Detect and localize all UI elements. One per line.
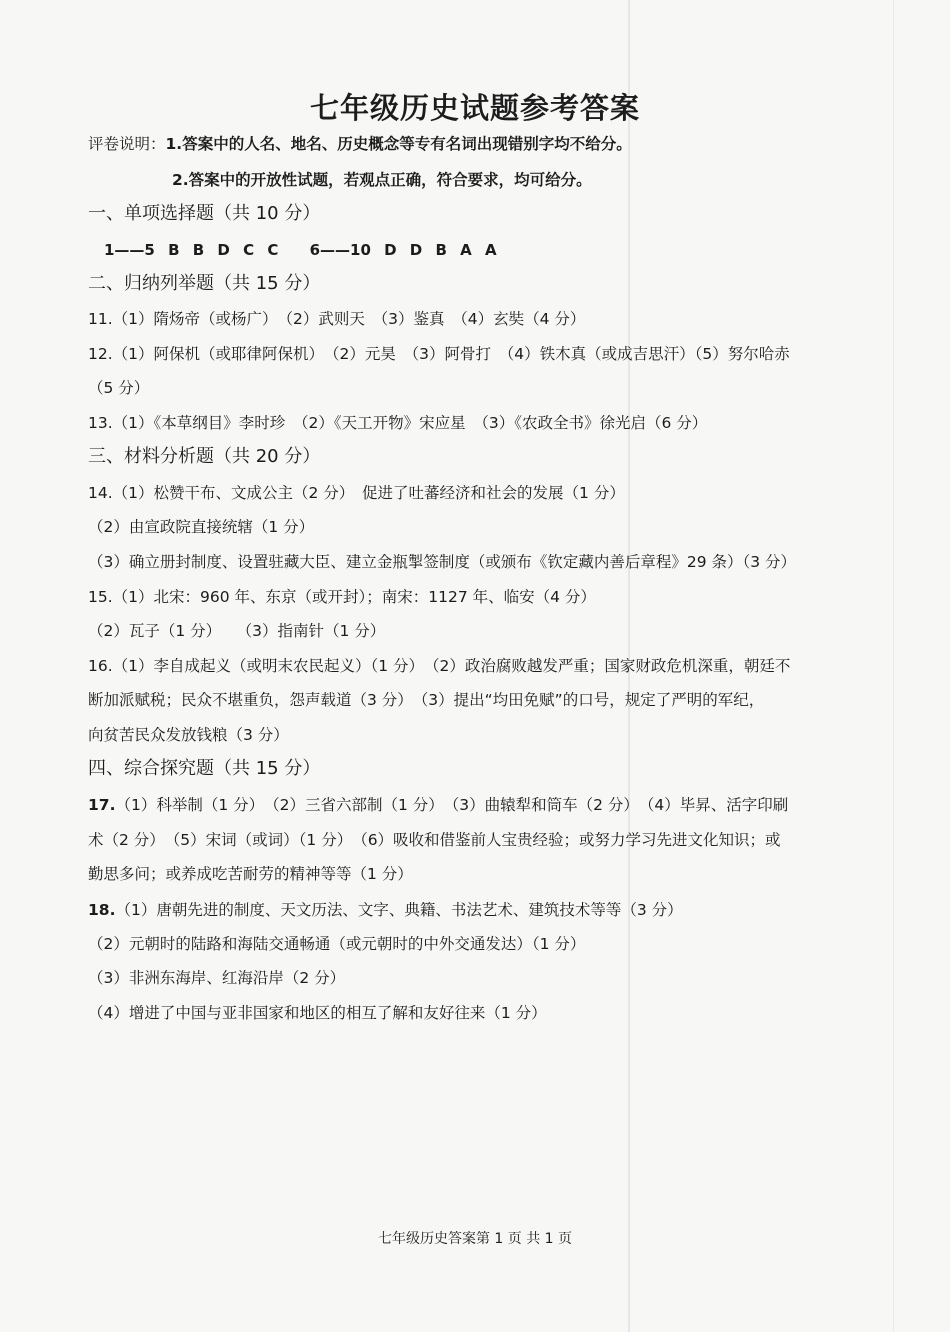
answer-14-line-2: （2）由宣政院直接统辖（1 分）	[88, 518, 315, 536]
grading-note-1	[88, 134, 632, 154]
answer-17-line-3: 勤思多问；或养成吃苦耐劳的精神等等（1 分）	[88, 865, 413, 883]
section-heading-analysis: 三、材料分析题（共 20 分）	[88, 446, 321, 467]
answer-18-line-2: （2）元朝时的陆路和海陆交通畅通（或元朝时的中外交通发达）（1 分）	[88, 935, 586, 953]
choice-answers	[104, 241, 505, 259]
answer-15-line-1: 15.（1）北宋：960 年、东京（或开封）；南宋：1127 年、临安（4 分）	[88, 588, 596, 606]
answer-18-line-4: （4）增进了中国与亚非国家和地区的相互了解和友好往来（1 分）	[88, 1004, 547, 1022]
answer-16-line-3: 向贫苦民众发放钱粮（3 分）	[88, 726, 289, 744]
answer-14-line-3: （3）确立册封制度、设置驻藏大臣、建立金瓶掣签制度（或颁布《钦定藏内善后章程》29 条）（3 分）	[88, 553, 797, 571]
answer-17-line-2: 术（2 分） （5）宋词（或词）（1 分） （6）吸收和借鉴前人宝贵经验；或努力学习先进文化知识；或	[88, 831, 781, 849]
answer-11: 11.（1）隋炀帝（或杨广） （2）武则天 （3）鉴真 （4）玄奘（4 分）	[88, 310, 586, 328]
answer-17-number: 17.	[88, 796, 116, 814]
answer-18-text-1: （1）唐朝先进的制度、天文历法、文字、典籍、书法艺术、建筑技术等等（3 分）	[115, 901, 683, 919]
choice-answers-1: B B D C C	[168, 241, 279, 259]
answer-17-line-1	[88, 795, 788, 815]
answer-15-line-2: （2）瓦子（1 分） （3）指南针（1 分）	[88, 622, 386, 640]
page-footer: 七年级历史答案第 1 页 共 1 页	[377, 1231, 573, 1247]
section-heading-inquiry: 四、综合探究题（共 15 分）	[88, 758, 321, 779]
section-heading-list: 二、归纳列举题（共 15 分）	[88, 273, 321, 294]
answer-16-line-1: 16.（1）李自成起义（或明末农民起义）（1 分） （2）政治腐败越发严重；国家财政危机深重，朝廷不	[88, 657, 791, 675]
answer-12-line-2: （5 分）	[88, 379, 150, 397]
answer-18-number: 18.	[88, 901, 116, 919]
answer-16-line-2: 断加派赋税；民众不堪重负，怨声载道（3 分） （3）提出“均田免赋”的口号，规定了严明的军纪，	[88, 691, 765, 709]
answer-17-text-1: （1）科举制（1 分） （2）三省六部制（1 分） （3）曲辕犁和筒车（2 分） （4）毕昇、活字印刷	[115, 796, 789, 814]
choice-range-1: 1——5	[104, 241, 155, 259]
choice-answers-2: D D B A A	[384, 241, 497, 259]
choice-range-2: 6——10	[309, 241, 371, 259]
answer-14-line-1: 14.（1）松赞干布、文成公主（2 分） 促进了吐蕃经济和社会的发展（1 分）	[88, 484, 625, 502]
grading-note-2	[172, 170, 592, 190]
answer-12-line-1: 12.（1）阿保机（或耶律阿保机） （2）元昊 （3）阿骨打 （4）铁木真（或成吉思汗）（5）努尔哈赤	[88, 345, 790, 363]
grading-note-label: 评卷说明：	[88, 135, 166, 153]
answer-13: 13.（1）《本草纲目》李时珍 （2）《天工开物》宋应星 （3）《农政全书》徐光启（6 分）	[88, 414, 708, 432]
grading-note-text-2: 2.答案中的开放性试题，若观点正确，符合要求，均可给分。	[172, 171, 592, 189]
answer-18-line-1	[88, 900, 683, 920]
section-heading-choice: 一、单项选择题（共 10 分）	[88, 203, 321, 224]
page-title: 七年级历史试题参考答案	[309, 91, 640, 125]
answer-18-line-3: （3）非洲东海岸、红海沿岸（2 分）	[88, 969, 346, 987]
grading-note-text-1: 1.答案中的人名、地名、历史概念等专有名词出现错别字均不给分。	[165, 135, 632, 153]
